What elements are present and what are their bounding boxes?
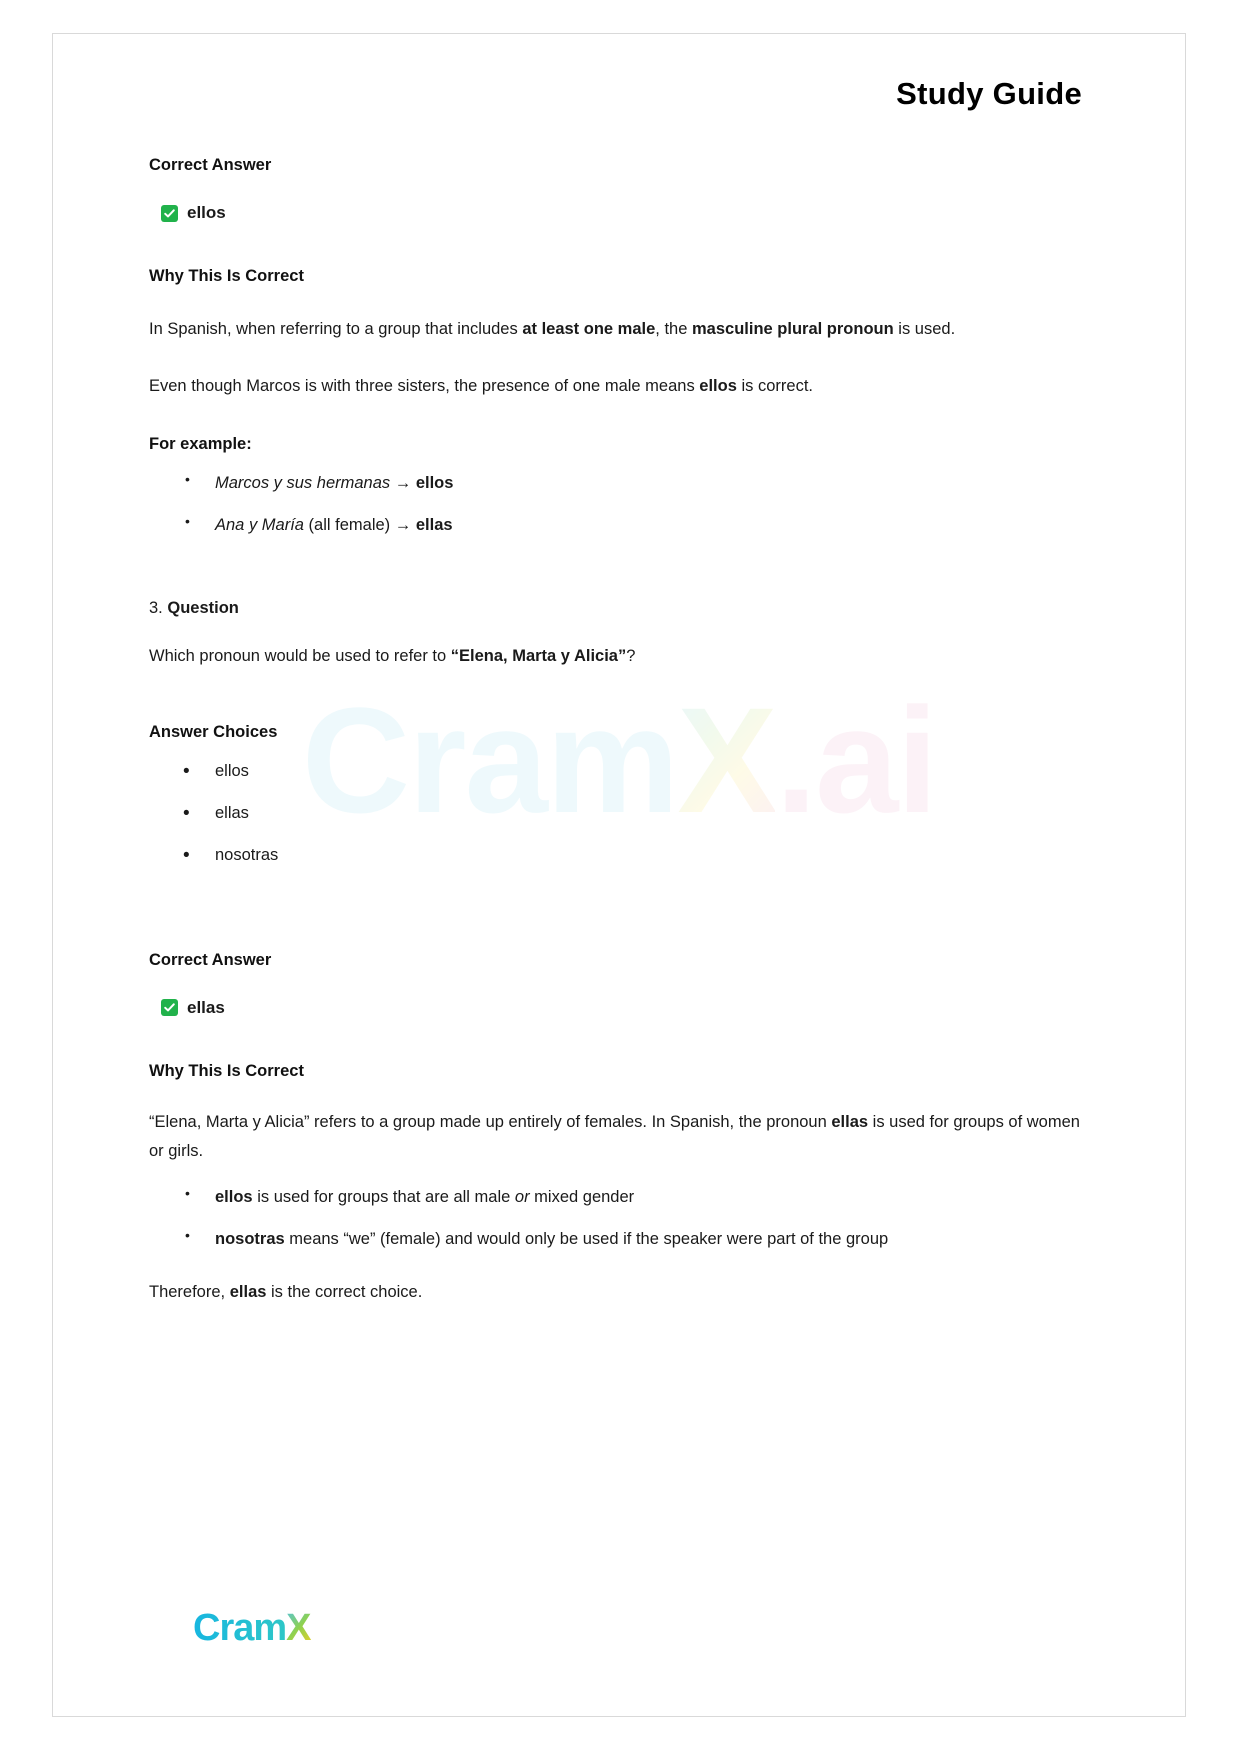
why-correct-heading-q3: Why This Is Correct <box>149 1061 304 1080</box>
list-item <box>149 512 1089 538</box>
footer-logo-cram: Cram <box>193 1607 287 1649</box>
text-fragment-bold: nosotras <box>215 1230 285 1249</box>
text-fragment: , the <box>655 320 692 338</box>
question-3-number <box>149 599 1089 618</box>
text-fragment: In Spanish, when referring to a group that includes <box>149 320 523 338</box>
text-fragment: is the correct choice. <box>266 1283 423 1302</box>
text-fragment-bold: ellos <box>415 474 454 493</box>
text-fragment: “Elena, Marta y Alicia” refers to a group made up entirely of females. In Spanish, the pronoun <box>149 1112 832 1131</box>
question-label: Question <box>167 598 239 617</box>
why-correct-heading-q2: Why This Is Correct <box>149 267 304 285</box>
question-3-text <box>149 642 1089 671</box>
arrow-glyph: → <box>390 516 416 535</box>
text-fragment-bold: ellas <box>229 1283 267 1302</box>
watermark-cram: Cram <box>301 676 678 844</box>
correct-answer-heading-q3: Correct Answer <box>149 950 272 969</box>
text-fragment: is correct. <box>736 377 813 396</box>
explanation-q2-p2 <box>149 372 1089 401</box>
question-index: 3. <box>149 598 168 617</box>
text-fragment-italic: Ana y María <box>215 516 304 535</box>
text-fragment-bold: “Elena, Marta y Alicia” <box>450 646 627 665</box>
text-fragment: (all female) <box>303 516 391 535</box>
text-fragment: is used for groups that are all male <box>252 1187 515 1206</box>
text-fragment-bold: ellos <box>215 1187 253 1206</box>
text-fragment: is used. <box>893 320 956 338</box>
text-fragment: Therefore, <box>149 1283 230 1302</box>
list-item-choice-2[interactable]: • ellas <box>149 800 1089 826</box>
list-item <box>149 470 1089 496</box>
answer-choices-list <box>149 758 1089 869</box>
text-fragment: Which pronoun would be used to refer to <box>149 646 451 665</box>
conclusion-q3 <box>149 1278 1089 1307</box>
text-fragment-bold: ellos <box>699 377 737 396</box>
document-content <box>53 76 1185 1307</box>
explanation-bullets <box>149 1184 1089 1253</box>
check-icon <box>161 999 178 1016</box>
watermark-x: X <box>677 676 776 844</box>
list-item <box>149 1184 1089 1210</box>
text-fragment: means “we” (female) and would only be used if the speaker were part of the group <box>284 1230 889 1249</box>
text-fragment: Even though Marcos is with three sisters, the presence of one male means <box>149 377 700 396</box>
correct-answer-heading-q2: Correct Answer <box>149 156 272 174</box>
correct-answer-q2-text: ellos <box>187 203 226 222</box>
answer-choices-heading: Answer Choices <box>149 722 278 741</box>
text-fragment-italic: Marcos y sus hermanas <box>215 474 391 493</box>
list-item-choice-1[interactable]: • ellos <box>149 758 1089 784</box>
text-fragment: mixed gender <box>529 1187 635 1206</box>
correct-answer-q3-text: ellas <box>187 997 225 1017</box>
explanation-q2-p1 <box>149 313 1089 345</box>
check-icon <box>161 205 178 222</box>
page-title: Study Guide <box>896 76 1082 111</box>
list-item <box>149 1226 1089 1252</box>
text-fragment: ? <box>626 646 636 665</box>
correct-answer-q3 <box>161 998 1089 1018</box>
arrow-glyph: → <box>390 474 416 493</box>
explanation-q3-p1 <box>149 1108 1089 1166</box>
text-fragment-bold: masculine plural pronoun <box>692 320 894 338</box>
watermark-ai: .ai <box>775 676 937 844</box>
list-item-choice-3[interactable]: • nosotras <box>149 842 1089 868</box>
example-list <box>149 470 1089 539</box>
text-fragment-bold: at least one male <box>522 320 656 338</box>
for-example-heading: For example: <box>149 435 252 454</box>
document-page <box>52 33 1186 1717</box>
footer-logo-x: X <box>286 1607 311 1649</box>
correct-answer-q2 <box>161 203 1089 223</box>
text-fragment-bold: ellas <box>415 516 453 535</box>
footer-logo <box>193 1607 311 1650</box>
text-fragment-bold: ellas <box>831 1112 869 1131</box>
text-fragment-italic: or <box>514 1187 530 1206</box>
text-fragment: is used for groups of women or girls. <box>149 1112 1080 1160</box>
spacer <box>149 869 1089 907</box>
